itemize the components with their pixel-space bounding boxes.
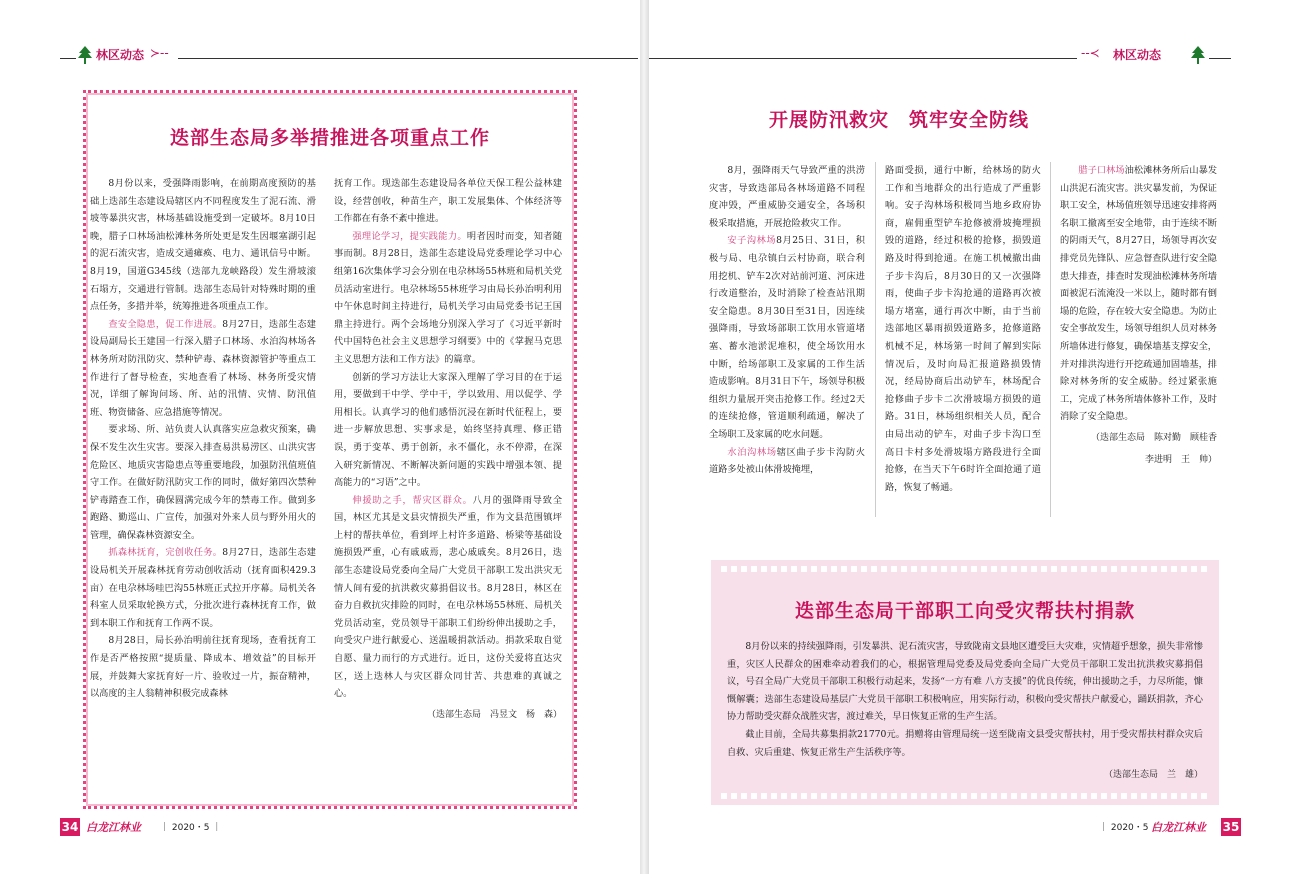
paragraph (1060, 162, 1217, 426)
left-column-2 (334, 175, 562, 724)
right-column-1 (709, 162, 865, 479)
paragraph-heading: 安子沟林场 (727, 235, 777, 247)
left-footer (60, 818, 260, 836)
byline: （迭部生态局 冯昱文 杨 森） (426, 709, 562, 720)
paragraph-text: 8月份以来，受强降雨影响，在前期高度预防的基础上迭部生态建设局辖区内不同程度发生了泥石流、滑坡等暴洪灾害，林场基础设施受到一定破坏。8月10日晚，腊子口林场油松滩林务所处更是发生因堰塞湖引起的泥石流灾害，造成交通瘫痪、电力、通讯信号中断。8月19，国道G345线（迭部九龙峡路段）发生滑坡滚石塌方，交通进行管制。迭部生态局针对特殊时期的重点任务，多措并举，统筹推进各项重点工作。 (90, 178, 316, 313)
paragraph-text: 创新的学习方法让大家深入理解了学习目的在于运用，要做到干中学、学中干，学以致用、用以促学、学用相长。认真学习的他们感悟沉浸在新时代征程上，要进一步解放思想、实事求是，始终坚持真理、修正错误，勇于变革、勇于创新，永不僵化，永不停滞，在深入研究新情况、不断解决新问题的实践中增强本领、提高能力的“习语”之中。 (334, 371, 562, 489)
paragraph (334, 369, 562, 492)
tree-icon (78, 46, 92, 64)
paragraph (90, 632, 316, 702)
paragraph-text: 路面受损，通行中断，给林场的防火工作和当地群众的出行造成了严重影响。安子沟林场积极同当地乡政府协商，雇佣重型铲车抢修被滑坡掩埋损毁的道路，经过积极的抢修，损毁道路及时得到抢通。在施工机械撤出曲子步卡沟后，8月30日的又一次强降雨，使曲子步卡沟抢通的道路再次被塌方堵塞，通行再次中断，由于当前迭部地区暴雨损毁道路多，抢修道路机械不足，林场第一时间了解到实际情况后，及时向局汇报道路损毁情况，经局协商后出动铲车，林场配合抢修曲子步卡二次滑坡塌方损毁的道路。31日，林场组织相关人员，配合由局出动的铲车，对曲子步卡沟口至高日卡村多处滑坡塌方路段进行全面抢修，在当天下午6时许全面抢通了道路，恢复了畅通。 (885, 165, 1041, 493)
section-tag: 林区动态 (96, 48, 145, 62)
paragraph-heading: 查安全隐患，促工作进展。 (108, 318, 223, 330)
paragraph-text: 要求场、所、站负责人认真落实应急救灾预案，确保不发生次生灾害。要深入排查易洪易涝区、山洪灾害危险区、地质灾害隐患点等重要地段，加强防汛值班值守工作。在做好防汛防灾工作的同时，做好第四次禁种铲毒踏查工作，确保圆满完成今年的禁毒工作。做到多跑路、勤巡山、广宣传，加强对外来人员与野外用火的管理，确保森林资源安全。 (90, 424, 316, 541)
paragraph (334, 175, 562, 228)
paragraph-text: 8月27日，迭部生态建设局机关开展森林抚育劳动创收活动（抚育面积429.3亩）在电尕林场哇巴沟55林班正式拉开序幕。局机关各科室人员采取轮换方式，分批次进行森林抚育工作，做到本职工作和抚育工作两不误。 (90, 547, 316, 629)
byline: 李进明 王 帅） (1144, 454, 1217, 465)
right-header (649, 46, 1231, 68)
left-header (60, 46, 640, 68)
paragraph-text: 油松滩林务所后山暴发山洪泥石流灾害。洪灾暴发前，为保证职工安全，林场值班领导迅速安排将两名职工撤离至安全地带，由于连续不断的阴雨天气，8月27日，场领导再次安排党员先锋队、应急督查队进行安全隐患大排查，排查时发现油松滩林务所墙面被泥石流淹没一米以上，随时都有倒塌的危险，存在较大安全隐患。为防止安全事故发生，场领导组织人员对林务所墙体进行修复，确保墙基支撑安全，并对排洪沟进行开挖疏通加固墙基，排除对林务所的安全威胁。经过紧张施工，完成了林务所墙体修补工作，及时消除了安全隐患。 (1060, 165, 1218, 423)
paragraph (90, 175, 316, 316)
paragraph (90, 421, 316, 544)
paragraph (709, 444, 865, 479)
left-column-1 (90, 175, 316, 703)
tree-icon (1191, 46, 1205, 64)
right-page (649, 0, 1291, 874)
column-divider (1050, 162, 1051, 517)
paragraph-text: 抚育工作。现迭部生态建设局各单位天保工程公益林建设，经营创收，种苗生产，职工发展集体、个体经济等工作都在有条不紊中推进。 (334, 178, 562, 225)
arrow-decoration: ≻-‐ (150, 46, 169, 60)
paragraph (334, 228, 562, 369)
paragraph-text: 8月28日，局长孙治明前往抚育现场，查看抚育工作是否严格按照“提质量、降成本、增效益”的目标开展，并鼓舞大家抚育好一片、验收过一片，振奋精神，以高度的主人翁精神积极完成森林 (90, 635, 316, 700)
right-footer (1099, 818, 1241, 836)
paragraph (709, 162, 865, 232)
paragraph-heading: 腊子口林场 (1078, 165, 1125, 176)
byline: （迭部生态局 陈对勤 顾桂香 (1090, 432, 1217, 443)
section-tag: 林区动态 (1113, 48, 1162, 62)
byline: （迭部生态局 兰 雄） (1103, 770, 1203, 781)
article-title: 迭部生态局多举措推进各项重点工作 (169, 127, 490, 149)
paragraph-text: 明者因时而变，知者随事而制。8月28日，迭部生态建设局党委理论学习中心组第16次集体学习会分别在电尕林场55林班和局机关党员活动室进行。电尕林场55林班学习由局长孙治明利用中午休息时间主持进行，局机关学习由局党委书记王国鼎主持进行。两个会场地分别深入学习了《习近平新时代中国特色社会主义思想学习纲要》中的《掌握马克思主义思想方法和工作方法》的篇章。 (334, 230, 563, 365)
right-column-2 (885, 162, 1041, 496)
paragraph-text: 8月，强降雨天气导致严重的洪涝灾害，导致迭部局各林场道路不同程度冲毁，严重威胁交通安全，各场积极采取措施，开展抢险救灾工作。 (709, 165, 865, 229)
article-title: 迭部生态局干部职工向受灾帮扶村捐款 (794, 600, 1135, 622)
paragraph-heading: 伸援助之手，帮灾区群众。 (352, 494, 473, 506)
column-divider (875, 162, 876, 517)
page-number: 35 (1222, 820, 1240, 834)
article-title: 开展防汛救灾 筑牢安全防线 (769, 109, 1030, 131)
paragraph-text: 八月的强降雨导致全国，林区尤其是文县灾情损失严重，作为文县范围镇坪上村的帮扶单位，看到坪上村许多道路、桥梁等基础设施损毁严重，心有戚戚焉，悲心戚戚矣。8月26日，迭部生态建设局党委向全局广大党员干部职工发出洪灾无情人间有爱的抗洪救灾募捐倡议书。8月28日，林区在奋力自救抗灾排险的同时，在电尕林场55林班、局机关党员活动室，党员领导干部职工们纷纷伸出援助之手，向受灾户进行献爱心、送温暖捐款活动。捐款采取自觉自愿、量力而行的方式进行。近日，这份关爱将直达灾区，送上迭林人与灾区群众同甘苦、共患难的真诚之心。 (334, 494, 563, 700)
left-article-box (83, 90, 577, 809)
paragraph: 8月份以来的持续强降雨，引发暴洪、泥石流灾害，导致陇南文县地区遭受巨大灾难，灾情超乎想象，损失非常惨重，灾区人民群众的困难牵动着我们的心，根据管理局党委及局党委向全局广大党员干部职工发出抗洪救灾募捐倡议，号召全局广大党员干部职工积极行动起来，发扬“一方有难 八方支援”的优良传统，伸出援助之手，力尽所能，慷慨解囊；迭部生态建设局基层广大党员干部职工积极响应，用实际行动，积极向受灾帮扶户献爱心，踊跃捐款，齐心协力帮助受灾群众战胜灾害，渡过难关，早日恢复正常的生产生活。 (727, 641, 1203, 723)
arrow-decoration: ‐-≺ (1081, 46, 1100, 60)
paragraph-heading: 强理论学习，提实践能力。 (352, 230, 467, 242)
donation-text (727, 638, 1203, 785)
left-page (0, 0, 640, 874)
right-column-3 (1060, 162, 1217, 469)
issue-label: ｜ 2020・5 ｜ (160, 823, 222, 833)
issue-label: ｜ 2020・5 ｜ (1099, 823, 1161, 833)
paragraph-heading: 抓森林抚育，完创收任务。 (108, 547, 223, 559)
paragraph-heading: 水泊沟林场 (727, 446, 777, 458)
magazine-name: 白龙江林业 (86, 821, 141, 834)
paragraph: 截止目前，全局共募集捐款21770元。捐赠将由管理局统一送至陇南文县受灾帮扶村，用于受灾帮扶村群众灾后自救、灾后重建、恢复正常生产生活秩序等。 (727, 728, 1203, 758)
paragraph (90, 544, 316, 632)
magazine-name: 白龙江林业 (1151, 821, 1206, 834)
paragraph (334, 492, 562, 703)
paragraph-text: 辖区曲子步卡沟防火道路多处被山体滑坡掩埋， (709, 446, 866, 476)
paragraph-text: 8月25日、31日，积极与局、电尕镇白云村协商，联合利用挖机、铲车2次对站前河道、河床进行改道整治，及时消除了检查站汛期安全隐患。8月30日至31日，因连续强降雨，导致场部职工饮用水管道堵塞、蓄水池淤泥堆积，使全场饮用水中断，给场部职工及家属的工作生活造成影响。8月31日下午，场领导积极组织力量展开突击抢修工作。经过2天的连续抢修，管道顺利疏通，解决了全场职工及家属的吃水问题。 (709, 235, 865, 440)
paragraph (709, 232, 865, 443)
paragraph (90, 316, 316, 422)
donation-article-box (711, 560, 1219, 805)
page-number: 34 (61, 820, 79, 834)
paragraph (885, 162, 1041, 496)
paragraph-text: 8月27日，迭部生态建设局副局长王建国一行深入腊子口林场、水泊沟林场各林务所对防汛防灾、禁种铲毒、森林资源管护等重点工作进行了督导检查，实地查看了林场、林务所受灾情况，详细了解询问场、所、站的汛情、灾情、防汛值班、物资储备、应急措施等情况。 (90, 318, 316, 418)
